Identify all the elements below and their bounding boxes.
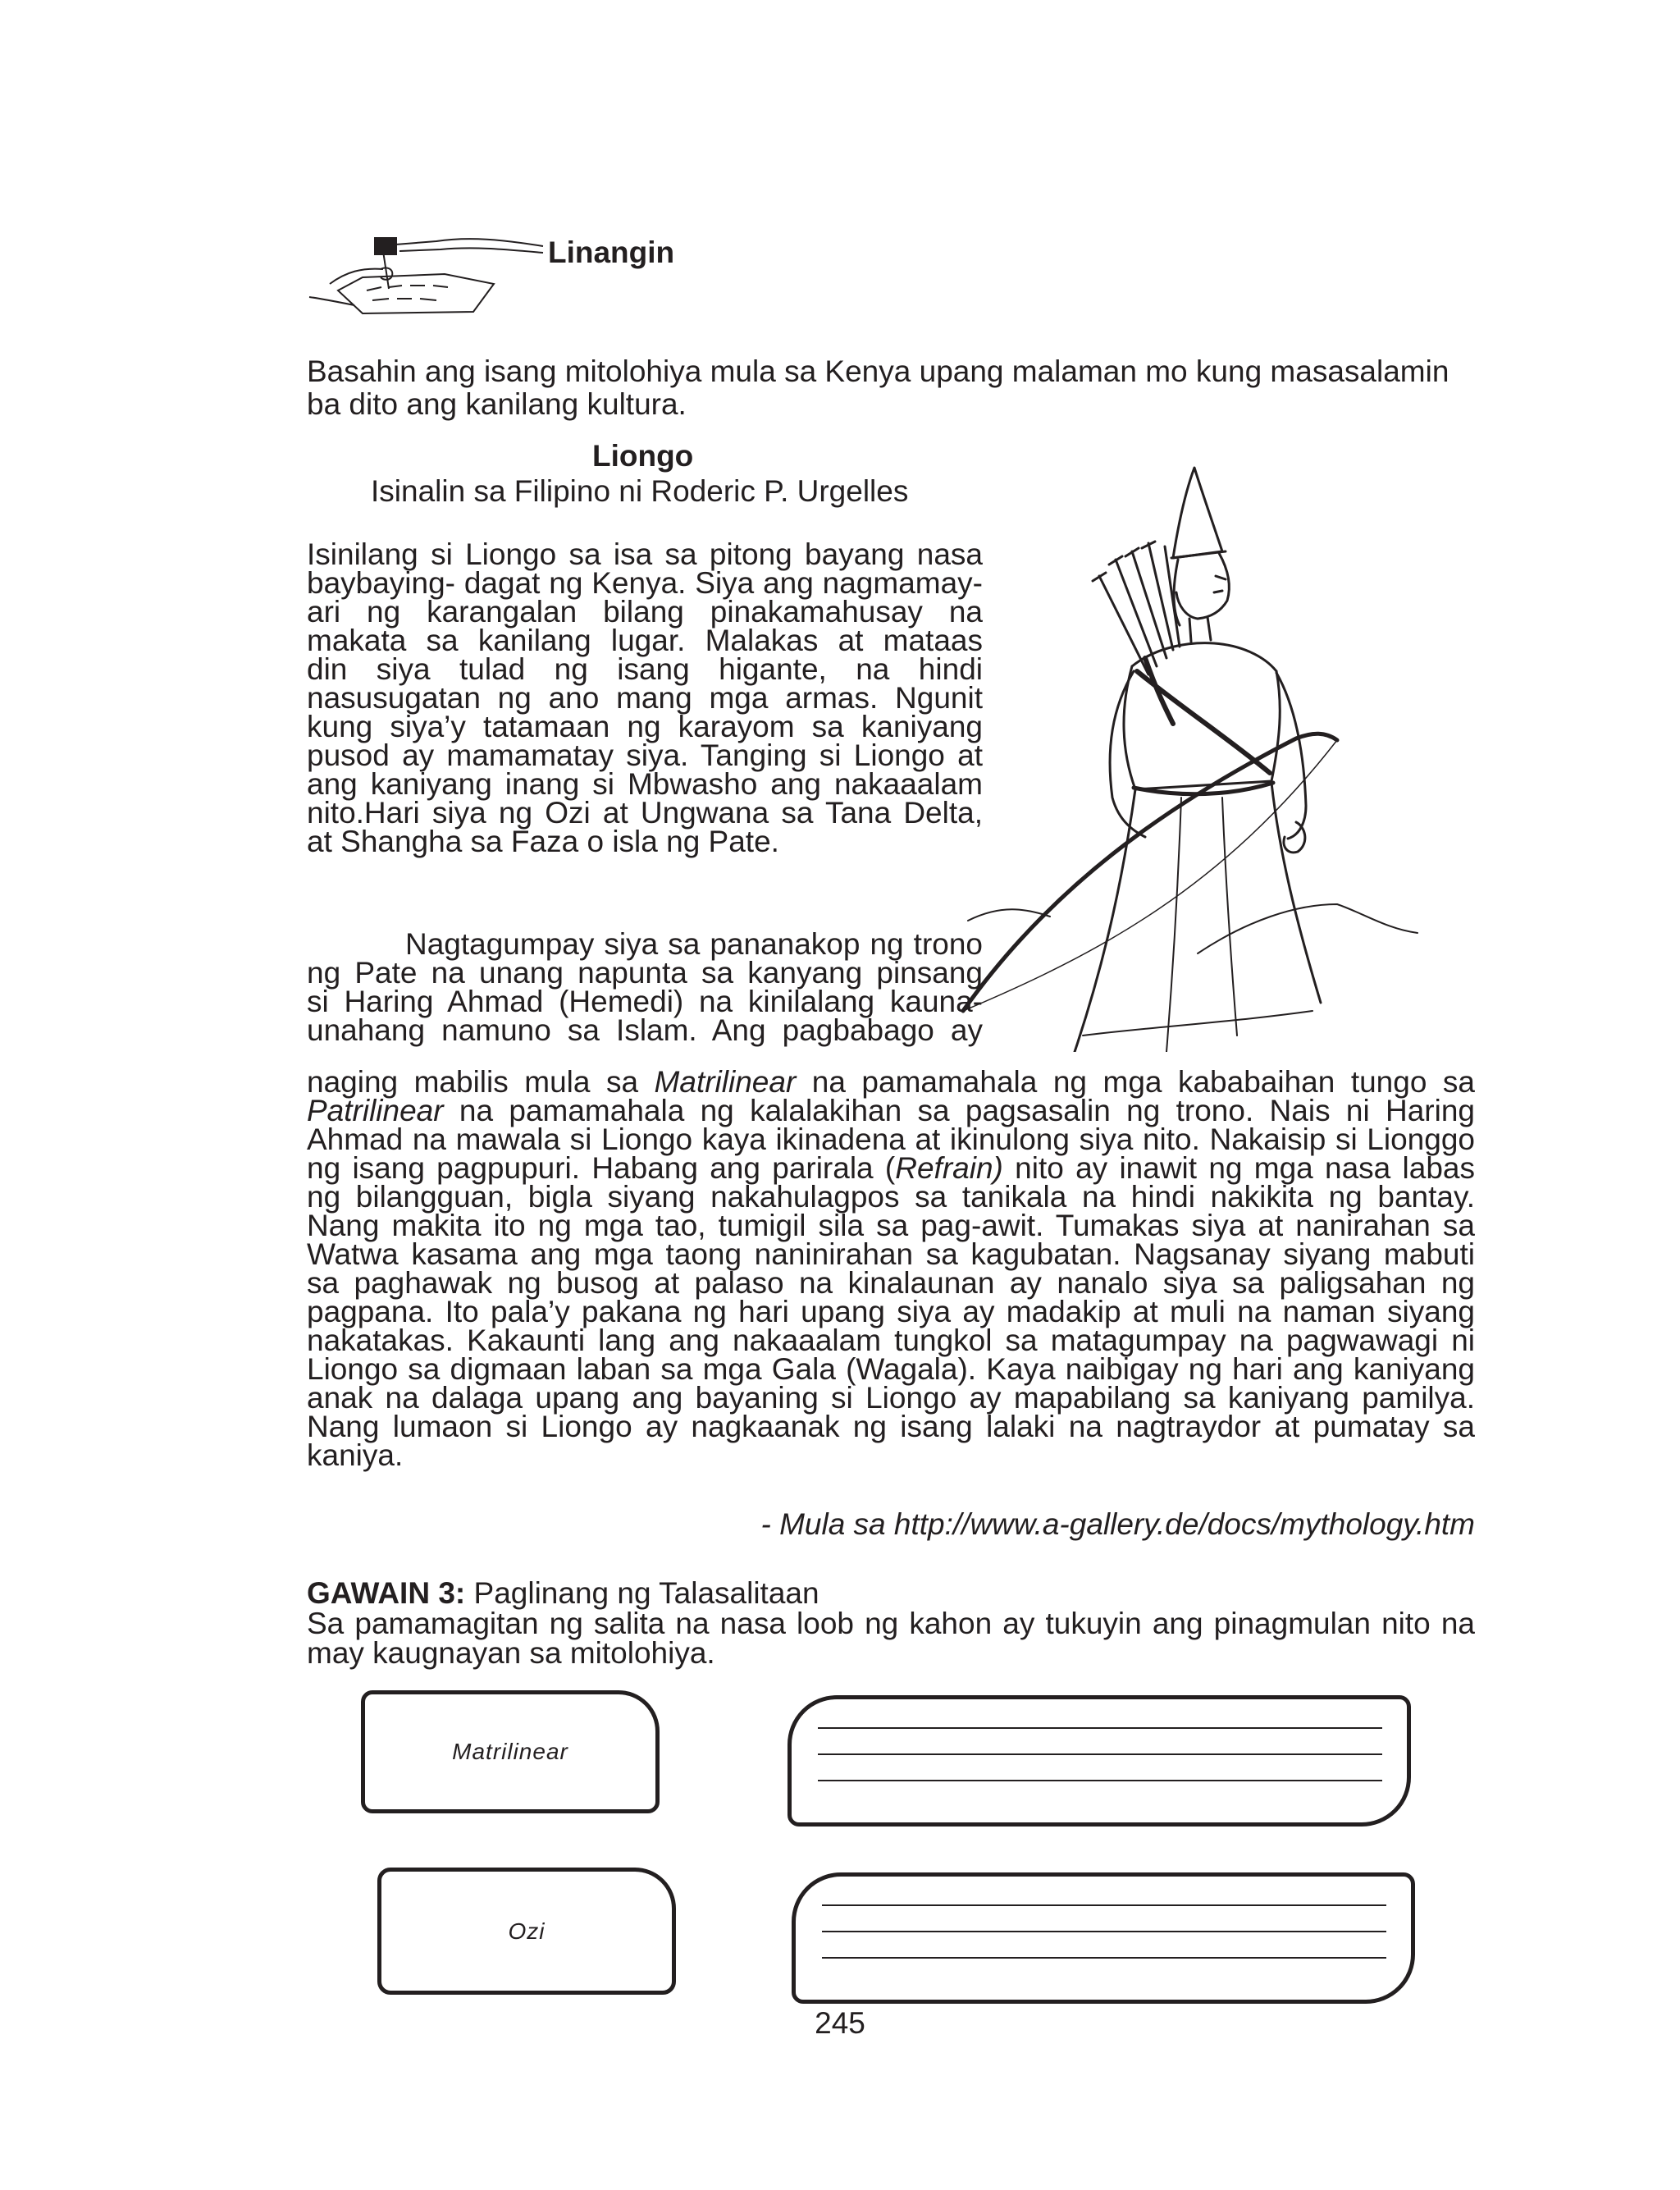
text-span: na pamamahala ng mga kababaihan tungo sa [796, 1065, 1475, 1099]
text-line: anak na dalaga upang ang bayaning si Liongo ay mapabilang sa kaniyang pamilya. [307, 1381, 1475, 1415]
term-refrain: Refrain) [895, 1151, 1003, 1185]
answer-line [818, 1727, 1382, 1729]
text-line: pusod ay mamamatay siya. Tanging si Liongo at [307, 738, 983, 772]
story-paragraph-3 [307, 1065, 1475, 1516]
text-line: nito.Hari siya ng Ozi at Ungwana sa Tana Delta, [307, 796, 983, 830]
text-line: ng bilangguan, bigla siyang nakahulagpos sa tanikala na hindi nakikita ng bantay. [307, 1180, 1475, 1214]
text-line [307, 1065, 1475, 1099]
text-span: na pamamahala ng kalalakihan sa pagsasalin ng trono. Nais ni Haring [443, 1094, 1475, 1127]
term-patrilinear: Patrilinear [307, 1094, 444, 1127]
answer-line [818, 1780, 1382, 1781]
text-line: ang kaniyang inang si Mbwasho ang nakaaalam [307, 767, 983, 801]
text-line: Nang makita ito ng mga tao, tumigil sila sa pag-awit. Tumakas siya at nanirahan sa [307, 1209, 1475, 1242]
text-line: Watwa kasama ang mga taong naninirahan sa kagubatan. Nagsanay siyang mabuti [307, 1237, 1475, 1271]
text-line: si Haring Ahmad (Hemedi) na kinilalang kauna- [307, 985, 983, 1018]
intro-paragraph [307, 354, 1475, 423]
text-line: pagpana. Ito pala’y pakana ng hari upang siya ay madakip at muli na naman siyang [307, 1295, 1475, 1328]
word-box-matrilinear: Matrilinear [361, 1690, 660, 1813]
text-line: unahang namuno sa Islam. Ang pagbabago ay [307, 1013, 983, 1047]
term-matrilinear: Matrilinear [654, 1065, 797, 1099]
answer-box[interactable] [792, 1872, 1415, 2004]
text-line: makata sa kanilang lugar. Malakas at mataas [307, 624, 983, 657]
text-line: kung siya’y tatamaan ng karayom sa kaniyang [307, 710, 983, 743]
story-translator: Isinalin sa Filipino ni Roderic P. Urgelles [371, 474, 909, 508]
text-line: Ahmad na mawala si Liongo kaya ikinadena at ikinulong siya nito. Nakaisip si Lionggo [307, 1122, 1475, 1156]
chisel-and-tablet-icon [305, 226, 551, 317]
answer-line [822, 1904, 1386, 1906]
page-number: 245 [815, 2006, 865, 2040]
text-line: may kaugnayan sa mitolohiya. [307, 1636, 715, 1670]
story-title: Liongo [592, 439, 694, 473]
text-line: din siya tulad ng isang higante, na hindi [307, 652, 983, 686]
text-line: Isinilang si Liongo sa isa sa pitong bayang nasa [307, 537, 983, 571]
text-line: Liongo sa digmaan laban sa mga Gala (Wagala). Kaya naibigay ng hari ang kaniyang [307, 1352, 1475, 1386]
answer-line [818, 1753, 1382, 1755]
text-line: at Shangha sa Faza o isla ng Pate. [307, 825, 779, 858]
warrior-with-bow-illustration [952, 461, 1419, 1052]
text-line: nakatakas. Kakaunti lang ang nakaaalam tungkol sa matagumpay na pagwawagi ni [307, 1324, 1475, 1357]
activity-title: Paglinang ng Talasalitaan [465, 1576, 819, 1610]
story-paragraph-1 [307, 537, 983, 918]
section-title: Linangin [548, 235, 675, 269]
answer-box[interactable] [788, 1695, 1411, 1827]
text-line: sa paghawak ng busog at palaso na kinalaunan ay nanalo siya sa paligsahan ng [307, 1266, 1475, 1300]
text-line: nasusugatan ng ano mang mga armas. Ngunit [307, 681, 983, 715]
text-line: ari ng karangalan bilang pinakamahusay na [307, 595, 983, 629]
text-span: nito ay inawit ng mga nasa labas [1002, 1151, 1475, 1185]
activity-label: GAWAIN 3: [307, 1576, 466, 1610]
story-paragraph-2 [307, 927, 983, 1070]
word-box-ozi: Ozi [377, 1868, 676, 1995]
text-line [307, 1151, 1475, 1185]
answer-line [822, 1957, 1386, 1959]
text-span: naging mabilis mula sa [307, 1065, 655, 1099]
text-line: kaniya. [307, 1438, 404, 1472]
text-line: Nang lumaon si Liongo ay nagkaanak ng isang lalaki na nagtraydor at pumatay sa [307, 1410, 1475, 1443]
text-line: baybaying- dagat ng Kenya. Siya ang nagmamay- [307, 566, 983, 600]
text-span: ng isang pagpupuri. Habang ang parirala ( [307, 1151, 896, 1185]
text-line: ng Pate na unang napunta sa kanyang pinsang [307, 956, 983, 990]
text-line: Sa pamamagitan ng salita na nasa loob ng kahon ay tukuyin ang pinagmulan nito na [307, 1607, 1475, 1640]
answer-line [822, 1931, 1386, 1932]
intro-line: Basahin ang isang mitolohiya mula sa Kenya upang malaman mo kung masasalamin [307, 354, 1449, 388]
source-citation: - Mula sa http://www.a-gallery.de/docs/mythology.htm [760, 1507, 1475, 1541]
activity-heading [307, 1576, 819, 1610]
intro-line: ba dito ang kanilang kultura. [307, 387, 687, 421]
text-line [307, 1094, 1475, 1127]
activity-instructions [307, 1607, 1475, 1676]
text-line: Nagtagumpay siya sa pananakop ng trono [405, 927, 983, 961]
